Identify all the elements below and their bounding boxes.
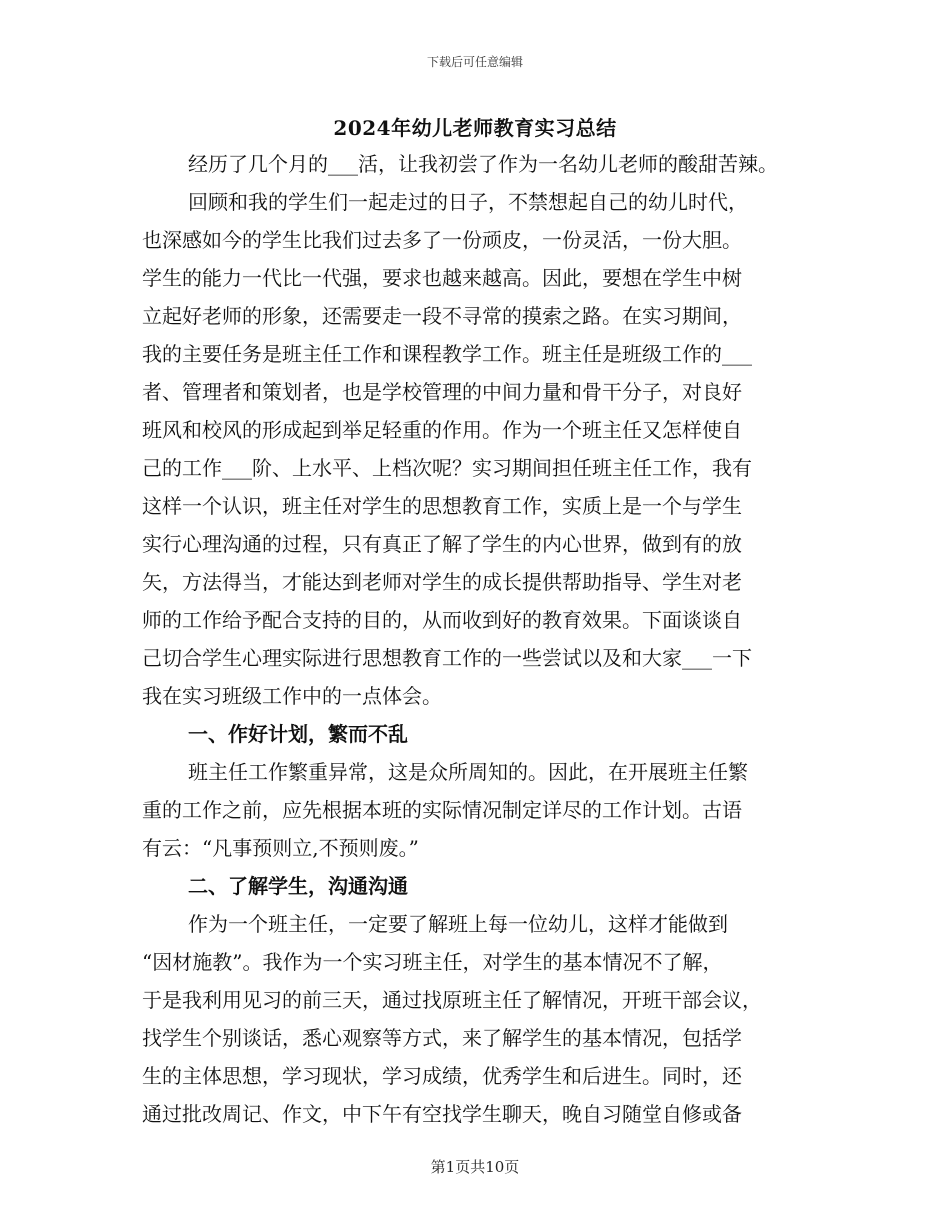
- document-title: 2024年幼儿老师教育实习总结: [333, 116, 617, 140]
- text-line: 有云：“凡事预则立,不预则废。”: [142, 836, 419, 860]
- page-header-note: 下载后可任意编辑: [426, 55, 523, 69]
- text-line: 于是我利用见习的前三天，通过找原班主任了解情况，开班干部会议，: [142, 988, 762, 1012]
- text-line: 这样一个认识，班主任对学生的思想教育工作，实质上是一个与学生: [142, 494, 742, 518]
- text-line: 己切合学生心理实际进行思想教育工作的一些尝试以及和大家___一下: [142, 646, 752, 670]
- text-line: 学生的能力一代比一代强，要求也越来越高。因此，要想在学生中树: [142, 266, 742, 290]
- text-line: 我的主要任务是班主任工作和课程教学工作。班主任是班级工作的___: [142, 342, 752, 366]
- text-line: 找学生个别谈话，悉心观察等方式，来了解学生的基本情况，包括学: [142, 1026, 742, 1050]
- text-line: 也深感如今的学生比我们过去多了一份顽皮，一份灵活，一份大胆。: [142, 228, 742, 252]
- text-line: 班风和校风的形成起到举足轻重的作用。作为一个班主任又怎样使自: [142, 418, 742, 442]
- text-line: 师的工作给予配合支持的目的，从而收到好的教育效果。下面谈谈自: [142, 608, 742, 632]
- text-line: 经历了几个月的___活，让我初尝了作为一名幼儿老师的酸甜苦辣。: [188, 152, 778, 176]
- text-line: 矢，方法得当，才能达到老师对学生的成长提供帮助指导、学生对老: [142, 570, 742, 594]
- text-line: 实行心理沟通的过程，只有真正了解了学生的内心世界，做到有的放: [142, 532, 742, 556]
- text-line: 班主任工作繁重异常，这是众所周知的。因此，在开展班主任繁: [188, 760, 748, 784]
- text-line: 作为一个班主任，一定要了解班上每一位幼儿，这样才能做到: [188, 912, 728, 936]
- text-line: 立起好老师的形象，还需要走一段不寻常的摸索之路。在实习期间，: [142, 304, 742, 328]
- page-footer: 第1页共10页: [430, 1158, 520, 1176]
- text-line: 通过批改周记、作文，中下午有空找学生聊天，晚自习随堂自修或备: [142, 1102, 742, 1126]
- section-heading-2: 二、了解学生，沟通沟通: [188, 874, 408, 898]
- text-line: “因材施教”。我作为一个实习班主任，对学生的基本情况不了解，: [142, 950, 723, 974]
- text-line: 回顾和我的学生们一起走过的日子，不禁想起自己的幼儿时代，: [188, 190, 748, 214]
- text-line: 重的工作之前，应先根据本班的实际情况制定详尽的工作计划。古语: [142, 798, 742, 822]
- text-line: 己的工作___阶、上水平、上档次呢？实习期间担任班主任工作，我有: [142, 456, 752, 480]
- text-line: 生的主体思想，学习现状，学习成绩，优秀学生和后进生。同时，还: [142, 1064, 742, 1088]
- text-line: 我在实习班级工作中的一点体会。: [142, 684, 442, 708]
- text-line: 者、管理者和策划者，也是学校管理的中间力量和骨干分子，对良好: [142, 380, 742, 404]
- section-heading-1: 一、作好计划，繁而不乱: [188, 722, 408, 746]
